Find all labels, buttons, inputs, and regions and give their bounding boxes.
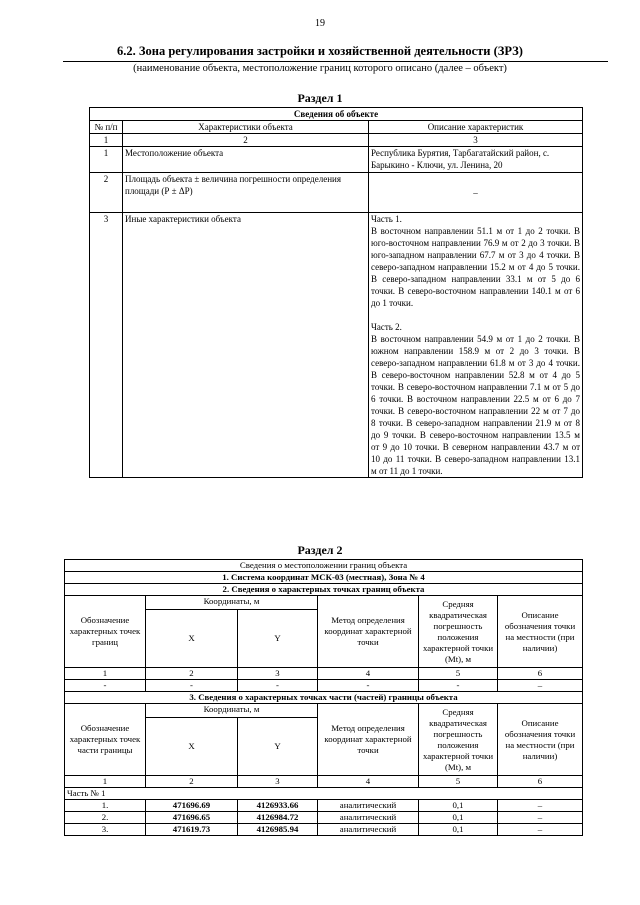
coord-x: 471696.69 [146, 800, 238, 812]
header-cell: Координаты, м [146, 704, 318, 718]
row-number: 3 [90, 213, 123, 478]
table-row [65, 824, 583, 836]
col-number: 2 [146, 776, 238, 788]
col-number: 3 [238, 668, 318, 680]
row-number: 1 [90, 147, 123, 173]
header-cell: Y [238, 610, 318, 668]
error: 0,1 [419, 824, 498, 836]
col-number: 4 [318, 668, 419, 680]
table-cell: - [318, 680, 419, 692]
col-number: 3 [238, 776, 318, 788]
col-number: 2 [123, 134, 369, 147]
document-title: 6.2. Зона регулирования застройки и хозяйственной деятельности (ЗРЗ) [117, 44, 523, 58]
description: – [498, 800, 583, 812]
error: 0,1 [419, 812, 498, 824]
header-cell: Обозначение характерных точек части границы [65, 704, 146, 776]
boundary-location-table [64, 559, 583, 836]
header-cell: X [146, 718, 238, 776]
col-number: 1 [65, 776, 146, 788]
header-cell: № п/п [90, 121, 123, 134]
table-cell: - [146, 680, 238, 692]
header-cell: X [146, 610, 238, 668]
col-number: 3 [369, 134, 583, 147]
error: 0,1 [419, 800, 498, 812]
table-title: Сведения о местоположении границ объекта [65, 560, 583, 572]
row-value: Республика Бурятия, Тарбагатайский район, с. Барыкино - Ключи, ул. Ленина, 20 [369, 147, 583, 173]
col-number: 6 [498, 668, 583, 680]
coord-y: 4126985.94 [238, 824, 318, 836]
table-row [90, 213, 583, 478]
col-number: 1 [65, 668, 146, 680]
header-cell: Метод определения координат характерной точки [318, 704, 419, 776]
description: – [498, 812, 583, 824]
table-row [90, 147, 583, 173]
document-subtitle: (наименование объекта, местоположение границ которого описано (далее – объект) [133, 63, 507, 74]
section1-heading: Раздел 1 [297, 91, 343, 105]
col-number: 2 [146, 668, 238, 680]
table-cell: - [238, 680, 318, 692]
coord-y: 4126984.72 [238, 812, 318, 824]
page-number: 19 [315, 18, 325, 29]
row-value: – [369, 173, 583, 213]
col-number: 6 [498, 776, 583, 788]
header-cell: Обозначение характерных точек границ [65, 596, 146, 668]
header-cell: Описание обозначения точки на местности (при наличии) [498, 704, 583, 776]
row-number: 2 [90, 173, 123, 213]
table-title: Сведения об объекте [90, 108, 583, 121]
point-id: 3. [65, 824, 146, 836]
description: – [498, 824, 583, 836]
row-name: Площадь объекта ± величина погрешности определения площади (Р ± ΔР) [123, 173, 369, 213]
point-id: 1. [65, 800, 146, 812]
point-id: 2. [65, 812, 146, 824]
col-number: 5 [419, 668, 498, 680]
coord-y: 4126933.66 [238, 800, 318, 812]
part1-text: В восточном направлении 51.1 м от 1 до 2 точки. В юго-восточном направлении 76.9 м от 2 до 3 точки. В юго-западном направлении 67.7 м от 3 до 4 точки. В северо-западном направлении 15.2 м от 4 до 5 точки. В северо-западном направлении 33.1 м от 5 до 6 точки. В северо-восточном направлении 140.1 м от 6 до 1 точки. [371, 226, 580, 308]
col-number: 5 [419, 776, 498, 788]
table-cell: - [419, 680, 498, 692]
part2-title: Часть 2. [371, 322, 402, 332]
row-value [369, 213, 583, 478]
part1-title: Часть 1. [371, 214, 402, 224]
subsection-title: 3. Сведения о характерных точках части (частей) границы объекта [65, 692, 583, 704]
header-cell: Метод определения координат характерной точки [318, 596, 419, 668]
header-cell: Средняя квадратическая погрешность положения характерной точки (Мt), м [419, 596, 498, 668]
part-label: Часть № 1 [65, 788, 583, 800]
section2-heading: Раздел 2 [297, 543, 343, 557]
table-row [65, 800, 583, 812]
col-number: 1 [90, 134, 123, 147]
table-row [65, 812, 583, 824]
header-cell: Координаты, м [146, 596, 318, 610]
header-cell: Y [238, 718, 318, 776]
coordinate-system: 1. Система координат МСК-03 (местная), Зона № 4 [65, 572, 583, 584]
title-underline [63, 61, 608, 62]
method: аналитический [318, 800, 419, 812]
method: аналитический [318, 824, 419, 836]
row-name: Иные характеристики объекта [123, 213, 369, 478]
row-name: Местоположение объекта [123, 147, 369, 173]
part2-text: В восточном направлении 54.9 м от 1 до 2 точки. В южном направлении 158.9 м от 2 до 3 точки. В северо-западном направлении 61.8 м от 3 до 4 точки. В северо-восточном направлении 52.8 м от 4 до 5 точки. В северо-восточном направлении 7.1 м от 5 до 6 точки. В восточном направлении 22.5 м от 6 до 7 точки. В северо-восточном направлении 22 м от 7 до 8 точки. В северо-западном направлении 21.9 м от 8 до 9 точки. В северо-восточном направлении 13.5 м от 9 до 10 точки. В северном направлении 43.7 м от 10 до 11 точки. В северо-западном направлении 13.1 м от 11 до 1 точки. [371, 334, 580, 476]
header-cell: Описание обозначения точки на местности (при наличии) [498, 596, 583, 668]
object-info-table [89, 107, 583, 478]
header-cell: Характеристики объекта [123, 121, 369, 134]
col-number: 4 [318, 776, 419, 788]
subsection-title: 2. Сведения о характерных точках границ объекта [65, 584, 583, 596]
method: аналитический [318, 812, 419, 824]
table-row [65, 680, 583, 692]
table-cell: - [65, 680, 146, 692]
coord-x: 471619.73 [146, 824, 238, 836]
table-row [90, 173, 583, 213]
table-cell: – [498, 680, 583, 692]
coord-x: 471696.65 [146, 812, 238, 824]
header-cell: Описание характеристик [369, 121, 583, 134]
header-cell: Средняя квадратическая погрешность положения характерной точки (Мt), м [419, 704, 498, 776]
